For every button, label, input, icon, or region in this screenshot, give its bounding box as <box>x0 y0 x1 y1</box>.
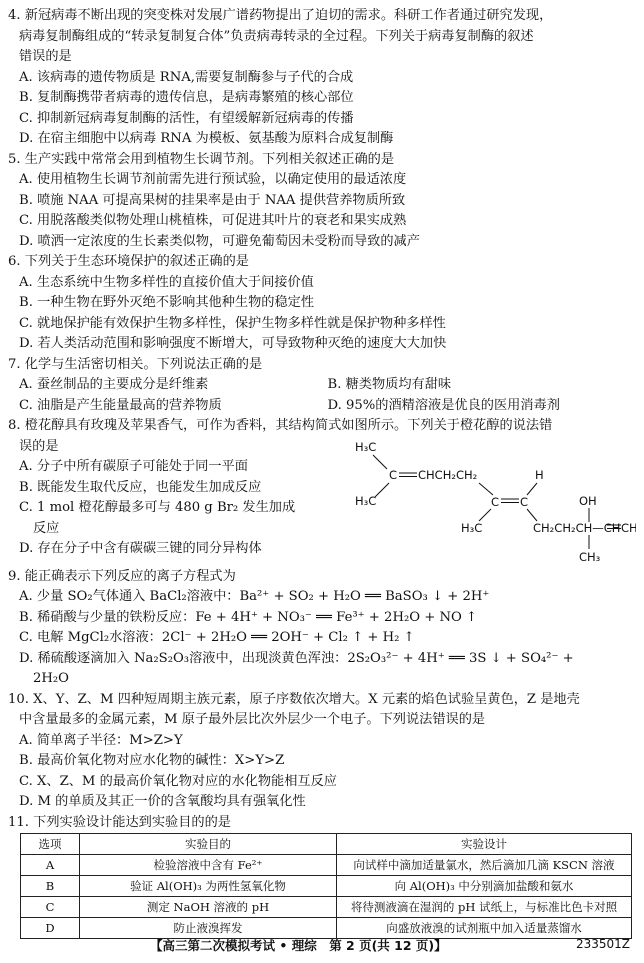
header-option: 选项 <box>21 834 80 855</box>
h3c-low-label: H₃C <box>461 520 483 535</box>
footer-exam-code: 233501Z <box>575 937 630 951</box>
option-d: D. 喷洒一定浓度的生长素类似物，可避免葡萄因未受粉而导致的减产 <box>19 233 420 249</box>
question-8 <box>8 416 636 567</box>
nerol-structure-diagram <box>351 437 636 567</box>
option-b: B. 复制酶携带者病毒的遗传信息，是病毒繁殖的核心部位 <box>19 90 354 105</box>
option-a: A. 生态系统中生物多样性的直接价值大于间接价值 <box>19 274 314 290</box>
table-cell: 向 Al(OH)₃ 中分别滴加盐酸和氨水 <box>337 876 632 897</box>
oh-label: OH <box>579 493 597 508</box>
option-b: B. 喷施 NAA 可提高果树的挂果率是由于 NAA 提供营养物质所致 <box>19 192 406 208</box>
table-cell: 验证 Al(OH)₃ 为两性氢氧化物 <box>80 876 337 897</box>
table-cell: D <box>21 918 80 939</box>
question-stem: 5. 生产实践中常常会用到植物生长调节剂。下列相关叙述正确的是 <box>8 151 395 167</box>
option-c-continued: 反应 <box>33 520 60 536</box>
option-c: C. 1 mol 橙花醇最多可与 480 g Br₂ 发生加成 <box>19 500 296 515</box>
option-b: B. 最高价氧化物对应水化物的碱性：X>Y>Z <box>19 753 285 768</box>
table-cell: 防止液溴挥发 <box>80 918 337 939</box>
option-a: A. 分子中所有碳原子可能处于同一平面 <box>19 459 248 474</box>
option-a: A. 蚕丝制品的主要成分是纤维素 <box>19 377 209 392</box>
bond-line <box>479 483 493 495</box>
question-stem: 错误的是 <box>19 49 72 64</box>
ch3-label: CH₃ <box>579 549 601 564</box>
option-b: B. 一种生物在野外灭绝不影响其他种生物的稳定性 <box>19 295 315 310</box>
question-stem: 8. 橙花醇具有玫瑰及苹果香气，可作为香料，其结构简式如图所示。下列关于橙花醇的说法错 <box>8 418 553 433</box>
experiment-table <box>20 833 632 939</box>
option-d: D. 95%的酒精溶液是优良的医用消毒剂 <box>327 397 560 413</box>
table-cell: A <box>21 855 80 876</box>
option-d: D. 稀硫酸逐滴加入 Na₂S₂O₃溶液中，出现淡黄色浑浊：2S₂O₃²⁻ + 4H⁺ ══ 3S ↓ + SO₄²⁻ + <box>19 650 574 666</box>
c1-label: C <box>389 467 398 482</box>
question-stem: 中含量最多的金属元素，M 原子最外层比次外层少一个电子。下列说法错误的是 <box>19 712 486 727</box>
option-c: C. X、Z、M 的最高价氧化物对应的水化物能相互反应 <box>19 773 337 789</box>
right-chain-label: CH₂CH₂CH—CH <box>533 520 621 535</box>
h-label: H <box>535 467 544 482</box>
option-b: B. 稀硝酸与少量的铁粉反应：Fe + 4H⁺ + NO₃⁻ ══ Fe³⁺ + 2H₂O + NO ↑ <box>19 609 478 625</box>
h3c-top-label: H₃C <box>355 439 377 454</box>
option-d-continued: 2H₂O <box>33 671 69 686</box>
table-cell: 向盛放液溴的试剂瓶中加入适量蒸馏水 <box>337 918 632 939</box>
header-purpose: 实验目的 <box>80 834 337 855</box>
structural-formula <box>351 437 636 567</box>
question-stem: 11. 下列实验设计能达到实验目的的是 <box>8 814 231 830</box>
option-b: B. 既能发生取代反应，也能发生加成反应 <box>19 479 262 495</box>
bond-line <box>479 509 491 521</box>
question-11 <box>8 813 636 940</box>
question-stem: 4. 新冠病毒不断出现的突变株对发展广谱药物提出了迫切的需求。科研工作者通过研究发现， <box>8 8 553 23</box>
question-stem: 9. 能正确表示下列反应的离子方程式为 <box>8 568 236 584</box>
table-cell: 测定 NaOH 溶液的 pH <box>80 897 337 918</box>
question-stem: 6. 下列关于生态环境保护的叙述正确的是 <box>8 254 249 269</box>
option-c <box>8 628 636 649</box>
option-a: A. 少量 SO₂气体通入 BaCl₂溶液中：Ba²⁺ + SO₂ + H₂O ══ BaSO₃ ↓ + 2H⁺ <box>19 589 490 604</box>
question-stem: 误的是 <box>19 438 59 454</box>
option-c: C. 就地保护能有效保护生物多样性，保护生物多样性就是保护物种多样性 <box>19 315 446 331</box>
electrolysis-condition <box>260 628 277 629</box>
question-9 <box>8 567 636 690</box>
c2-label: C <box>491 494 500 509</box>
table-cell: C <box>21 897 80 918</box>
option-d: D. M 的单质及其正一价的含氧酸均具有强氧化性 <box>19 794 306 809</box>
table-header-row <box>21 834 632 855</box>
question-10 <box>8 690 636 813</box>
table-cell: B <box>21 876 80 897</box>
question-stem: 病毒复制酶组成的“转录复制复合体”负责病毒转录的全过程。下列关于病毒复制酶的叙述 <box>19 28 534 44</box>
option-a: A. 使用植物生长调节剂前需先进行预试验，以确定使用的最适浓度 <box>19 172 407 187</box>
option-d: D. 存在分子中含有碳碳三键的同分异构体 <box>19 541 262 556</box>
table-row <box>21 855 632 876</box>
header-design: 实验设计 <box>337 834 632 855</box>
bond-line <box>527 483 537 495</box>
option-d: D. 若人类活动范围和影响强度不断增大，可导致物种灭绝的速度大大加快 <box>19 336 447 351</box>
option-d: D. 在宿主细胞中以病毒 RNA 为模板、氨基酸为原料合成复制酶 <box>19 131 394 146</box>
table-row <box>21 876 632 897</box>
question-stem: 10. X、Y、Z、M 四种短周期主族元素，原子序数依次增大。X 元素的焰色试验呈黄色，Z 是地壳 <box>8 691 580 707</box>
question-stem: 7. 化学与生活密切相关。下列说法正确的是 <box>8 356 263 372</box>
bond-line <box>527 509 537 521</box>
option-c: C. 抑制新冠病毒复制酶的活性，有望缓解新冠病毒的传播 <box>19 110 354 126</box>
question-6 <box>8 252 636 355</box>
bond-line <box>375 483 389 497</box>
question-7 <box>8 355 636 417</box>
option-a: A. 该病毒的遗传物质是 RNA,需要复制酶参与子代的合成 <box>19 69 354 85</box>
question-4 <box>8 6 636 150</box>
option-b: B. 糖类物质均有甜味 <box>327 377 452 392</box>
chain-label: CHCH₂CH₂ <box>418 467 478 482</box>
option-c-text: C. 电解 MgCl₂水溶液：2Cl⁻ + 2H₂O ══ 2OH⁻ + Cl₂ ↑ + H₂ ↑ <box>19 630 415 645</box>
table-row <box>21 897 632 918</box>
h3c-mid-label: H₃C <box>355 493 377 508</box>
ch2-label: CH <box>621 520 636 535</box>
question-5 <box>8 150 636 253</box>
table-cell: 将待测液滴在湿润的 pH 试纸上，与标准比色卡对照 <box>337 897 632 918</box>
footer-page-info: 【高三第二次模拟考试 • 理综 第 2 页(共 12 页)】 <box>150 938 447 953</box>
option-c: C. 用脱落酸类似物处理山桃植株，可促进其叶片的衰老和果实成熟 <box>19 213 407 228</box>
option-c: C. 油脂是产生能量最高的营养物质 <box>19 397 222 413</box>
option-a: A. 简单离子半径：M>Z>Y <box>19 732 183 748</box>
page-footer <box>0 934 644 956</box>
table-cell: 检验溶液中含有 Fe²⁺ <box>80 855 337 876</box>
table-cell: 向试样中滴加适量氯水，然后滴加几滴 KSCN 溶液 <box>337 855 632 876</box>
c3-label: C <box>520 494 529 509</box>
bond-line <box>373 455 387 469</box>
